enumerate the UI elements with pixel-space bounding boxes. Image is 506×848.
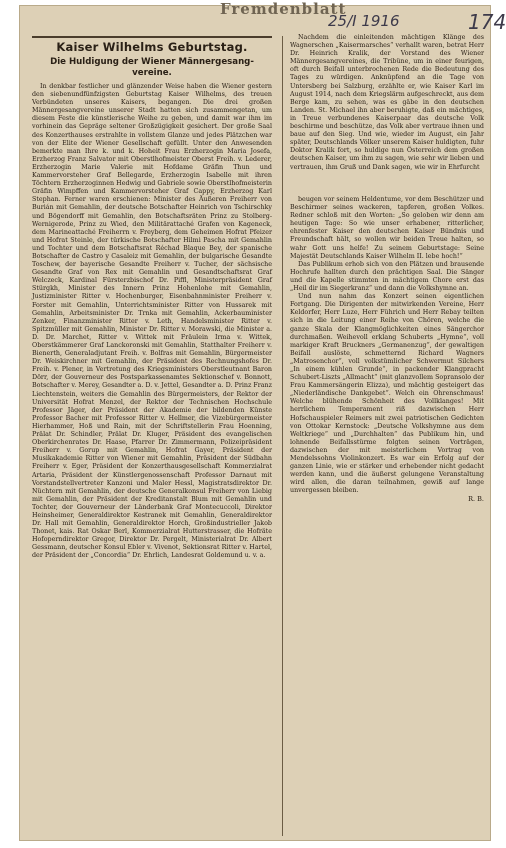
paragraph: Das Publikum erhob sich von den Plätzen und brausende Hochrufe hallten durch den prächtigen Saal. Die Sänger und die Kapelle stimmten in mächtigem Chore erst das „Heil dir im Siegerkranz“ und dann die Volkshymne an. [290,260,484,293]
handwritten-number: 174 [468,10,506,34]
article-subtitle: Die Huldigung der Wiener Männergesang-vereine. [50,57,254,78]
right-column-bottom [290,196,484,808]
handwritten-date: 25/I 1916 [328,12,400,30]
paragraph: beugen vor seinem Heldentume, vor dem Beschützer und Beschirmer seines wackeren, tapferen, großen Volkes. Redner schloß mit den Worten: „So geloben wir denn am heutigen Tage: So wie unser erhabener, ritterlicher, ehrenfester Kaiser den deutschen Kaiser Bündnis und Freundschaft hält, so wollen wir beiden Treue halten, so wahr Gott uns helfe! Zu seinem Geburtstage: Seine Majestät Deutschlands Kaiser Wilhelm II. lebe hoch!“ [290,196,484,260]
column-divider [282,36,283,836]
signature: R. B. [468,495,484,504]
paragraph: In denkbar festlicher und glänzender Weise haben die Wiener gestern den siebenundfünfzigsten Geburtstag Kaiser Wilhelms, des treuen Verbündeten unseres Kaisers, begangen. Die drei großen Männergesangvereine unserer Stadt hatten sich zusammengetan, um diesem Feste die künstlerische Weihe zu geben, und damit war ihm im vorhinein das Gepräge seltener Großzügigkeit gesichert. Der große Saal des Konzerthauses erstrahlte in vollstem Glanze und jedes Plätzchen war von der Elite der Wiener Gesellschaft gefüllt. Unter den Anwesenden bemerkte man Ihre k. und k. Hoheit Frau Erzherzogin Maria Josefa, Erzherzog Franz Salvator mit Oberstlhofmeister Oberst Freih. v. Lederer, Erzherzogin Marie Valerie mit Hofdame Gräfin Thun und Kammervorsteher Graf Bellegarde, Erzherzogin Isabelle mit ihren Töchtern Erzherzoginnen Hedwig und Gabriele sowie Oberstlhofmeisterin Gräfin Wimpffen und Kammervorsteher Graf Cappy, Erzherzog Karl Stephan. Ferner waren erschienen: Minister des Äußeren Freiherr von Burián mit Gemahlin, der deutsche Botschafter Heinrich von Tschirschky und Bögendorff mit Gemahlin, den Botschaftsräten Prinz zu Stolberg-Wernigerode, Prinz zu Wied, den Militärattaché Grafen von Kageneck, dem Marineattaché Freiherrn v. Freyberg, dem Geheimen Hofrat Pfeizer und Hofrat Steinle, der türkische Botschafter Hilmi Pascha mit Gemahlin und Tochter und dem Botschaftsrat Réchad Blaque Bey, der spanische Botschafter de Castro y Casaleiz mit Gemahlin, der bulgarische Gesandte Toschew, der bayerische Gesandte Freiherr v. Tucher, der sächsische Gesandte Graf von Rex mit Gemahlin und Gesandtschaftsrat Graf Welczeck, Kardinal Fürsterzbischof Dr. Piffl, Ministerpräsident Graf Stürgkh, Minister des Innern Prinz Hohenlohe mit Gemahlin, Justizminister Ritter v. Hochenburger, Eisenbahnminister Freiherr v. Forster mit Gemahlin, Unterrichtsminister Ritter von Hussarek mit Gemahlin, Arbeitsminister Dr. Trnka mit Gemahlin, Ackerbauminister Zenker, Finanzminister Ritter v. Leth, Handelsminister Ritter v. Spitzmüller mit Gemahlin, Minister Dr. Ritter v. Morawski, die Minister a. D. Dr. Marchet, Ritter v. Wittek mit Fräulein Irma v. Wittek, Oberstkämmerer Graf Lanckoronski mit Gemahlin, Statthalter Freiherr v. Bienerth, Generaladjutant Freih. v. Bolfras mit Gemahlin, Bürgermeister Dr. Weiskirchner mit Gemahlin, der Präsident des Rechnungshofes Dr. Freih. v. Plener, in Vertretung des Kriegsministers Oberstleutnant Baron Dörr, der Gouverneur des Postsparkassenamtes Sektionschef v. Bonnott, Botschafter v. Merey, Gesandter a. D. v. Jettel, Gesandter a. D. Prinz Franz Liechtenstein, weiters die Gemahlin des Bürgermeisters, der Rektor der Universität Hofrat Menzel, der Rektor der Technischen Hochschule Professor Jäger, der Präsident der Akademie der bildenden Künste Professor Bacher mit Professor Ritter v. Hellmer, die Vizebürgermeister Hierhammer, Hoß und Rain, mit der Schriftstellerin Frau Hoenning, Prälat Dr. Schindler, Prälat Dr. Kluger, Präsident des evangelischen Oberkirchenrates Dr. Haase, Pfarrer Dr. Zimmermann, Polizeipräsident Freiherr v. Gorup mit Gemahlin, Hofrat Gayer, Präsident der Musikakademie Ritter von Wiener mit Gemahlin, Präsident der Südbahn Freiherr v. Eger, Präsident der Konzerthausgesellschaft Kommerzialrat Artaria, Präsident der Künstlergenossenschaft Professor Darnaut mit Vorstandstellvertreter Kanzoni und Maler Hessl, Magistratsdirektor Dr. Nüchtern mit Gemahlin, der deutsche Generalkonsul Freiherr von Liebig mit Gemahlin, der Präsident der Kreditanstalt Blum mit Gemahlin und Tochter, der Gouverneur der Länderbank Graf Montecuccoli, Direktor Heinsheimer, Generaldirektor Kestranek mit Gemahlin, Generaldirektor Dr. Hall mit Gemahlin, Generaldirektor Horch, Großindustrieller Jakob Thonet, kais. Rat Oskar Berl, Kommerzialrat Hutterstrasser, die Hofräte Hofoperndirektor Gregor, Direktor Dr. Pergelt, Ministerialrat Dr. Albert Gessmann, deutscher Konsul Ebler v. Vivenot, Sektionsrat Ritter v. Hartel, der Präsident der „Concordia“ Dr. Ehrlich, Landesrat Goldemund u. v. a. [32,83,272,560]
paragraph: Und nun nahm das Konzert seinen eigentlichen Fortgang. Die Dirigenten der mitwirkenden Vereine, Herr Keldorfer, Herr Luze, Herr Führich und Herr Rebay teilten sich in die Leitung einer Reihe von Chören, welche die ganze Skala der Klangmöglichkeiten eines Sängerchor durchmaßen. Weihevoll erklang Schuberts „Hymne“, voll markiger Kraft Bruckners „Germanenzug“, der gewaltigen Beifall auslöste, schmetternd Richard Wagners „Matrosenchor“, voll volkstümlicher Schwermut Silchers „In einem kühlen Grunde“, in packender Klangpracht Schubert-Liszts „Allmacht“ (mit glanzvollem Sopransolo der Frau Kammersängerin Elizza), und mächtig gesteigert das „Niederländische Dankgebet“. Welch ein Ohrenschmaus! Welche blühende Schönheit des Vollklanges! Mit herrlichem Temperament riß dazwischen Herr Hofschauspieler Reimers mit zwei patriotischen Gedichten von Ottokar Kernstock: „Deutsche Volkshymne aus dem Weltkriege“ und „Durchhalten“ das Publikum hin, und lohnende Beifallsstürme folgten seinen Vorträgen, dazwischen der mit meisterlichem Vortrag von Mendelssohns Violinkonzert. Es war ein Erfolg auf der ganzen Linie, wie er stärker und erhebender nicht gedacht werden kann, und die äußerst gelungene Veranstaltung wird allen, die daran teilnahmen, gewiß auf lange unvergessen bleiben. [290,293,484,495]
right-column-top [290,34,484,190]
newspaper-clipping [20,0,506,840]
article-title: Kaiser Wilhelms Geburtstag. [56,40,248,54]
title-rule [32,36,272,38]
paragraph: Nachdem die einleitenden mächtigen Klänge des Wagnerschen „Kaisermarsches“ verhallt waren, betrat Herr Dr. Heinrich Kralik, der Vorstand des Wiener Männergesangvereines, die Tribüne, um in einer feurigen, oft durch Beifall unterbrochenen Rede die Bedeutung des Tages zu würdigen. Anknüpfend an die Tage von Untersberg bei Salzburg, erzählte er, wie Kaiser Karl im August 1914, nach dem Kriegslärm aufgeschreckt, aus dem Berge kam, zu sehen, was es gäbe in den deutschen Landen. St. Michael ihn aber beruhigte, daß ein mächtiges, in Treue verbundenes Kaiserpaar das deutsche Volk beschirme und beschütze, das Volk aber vertraue ihnen und baue auf den Sieg. Und wie, wieder im August, ein Jahr später, Deutschlands Völker unserem Kaiser huldigten, fuhr Doktor Kralik fort, so huldige nun Österreich dem großen deutschen Kaiser, um ihm zu sagen, wie sehr wir lieben und vertrauen, ihm Gruß und Dank sagen, wie wir in Ehrfurcht [290,34,484,171]
masthead: Fremdenblatt [220,0,347,18]
left-column [32,40,272,838]
